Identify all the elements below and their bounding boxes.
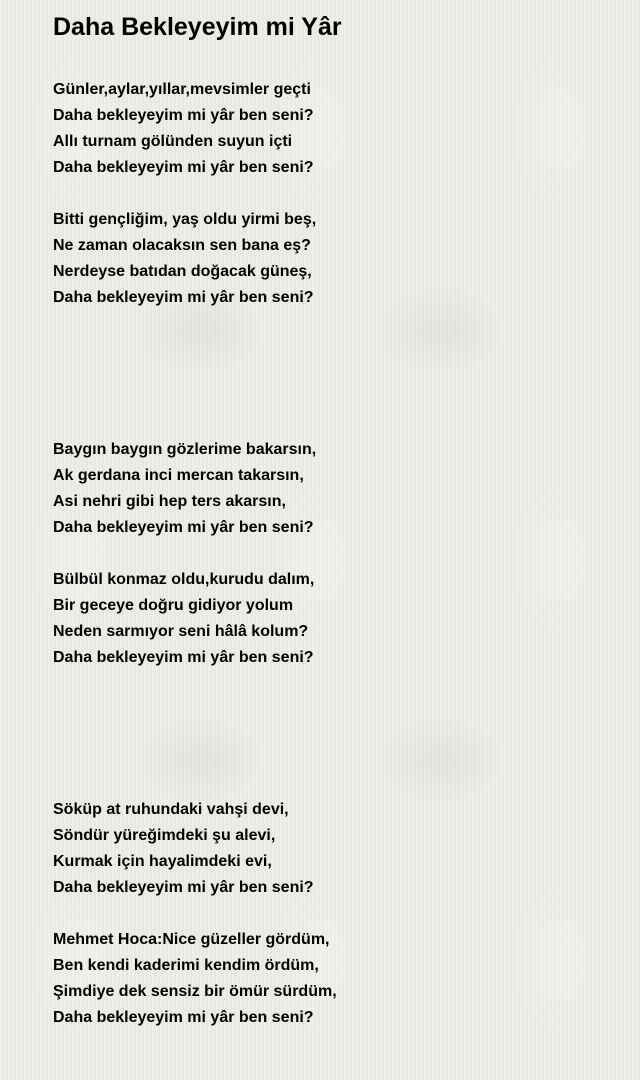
poem-line: Günler,aylar,yıllar,mevsimler geçti <box>53 81 311 98</box>
poem-line: Daha bekleyeyim mi yâr ben seni? <box>53 107 314 124</box>
poem-line: Kurmak için hayalimdeki evi, <box>53 853 272 870</box>
poem-line: Bülbül konmaz oldu,kurudu dalım, <box>53 571 315 588</box>
poem-line: Ne zaman olacaksın sen bana eş? <box>53 237 311 254</box>
poem-line: Daha bekleyeyim mi yâr ben seni? <box>53 1009 314 1026</box>
poem-line: Bitti gençliğim, yaş oldu yirmi beş, <box>53 211 317 228</box>
poem-line: Asi nehri gibi hep ters akarsın, <box>53 493 286 510</box>
poem-line: Ak gerdana inci mercan takarsın, <box>53 467 304 484</box>
poem-line: Bir geceye doğru gidiyor yolum <box>53 597 294 614</box>
poem-line: Daha bekleyeyim mi yâr ben seni? <box>53 289 314 306</box>
poem-line: Daha bekleyeyim mi yâr ben seni? <box>53 649 314 666</box>
poem-line: Mehmet Hoca:Nice güzeller gördüm, <box>53 931 330 948</box>
poem-line: Baygın baygın gözlerime bakarsın, <box>53 441 317 458</box>
poem-line: Daha bekleyeyim mi yâr ben seni? <box>53 879 314 896</box>
poem-line: Neden sarmıyor seni hâlâ kolum? <box>53 623 309 640</box>
poem-line: Allı turnam gölünden suyun içti <box>53 133 293 150</box>
poem-line: Nerdeyse batıdan doğacak güneş, <box>53 263 312 280</box>
poem-line: Şimdiye dek sensiz bir ömür sürdüm, <box>53 983 337 1000</box>
poem-line: Söndür yüreğimdeki şu alevi, <box>53 827 276 844</box>
poem-line: Daha bekleyeyim mi yâr ben seni? <box>53 159 314 176</box>
poem-title: Daha Bekleyeyim mi Yâr <box>53 13 342 41</box>
poem-line: Daha bekleyeyim mi yâr ben seni? <box>53 519 314 536</box>
poem-line: Ben kendi kaderimi kendim ördüm, <box>53 957 319 974</box>
poem-line: Söküp at ruhundaki vahşi devi, <box>53 801 289 818</box>
